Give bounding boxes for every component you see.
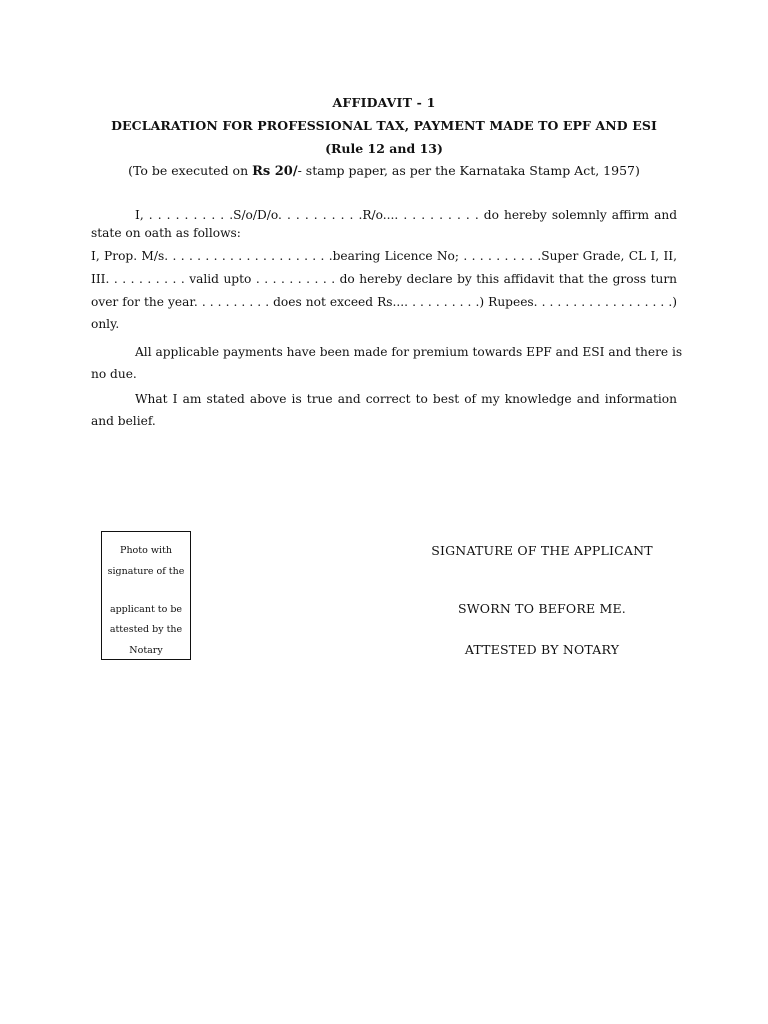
photo-box-line-5: Notary: [129, 645, 163, 656]
declaration-line-2: state on oath as follows:: [91, 226, 241, 240]
declaration-line-6: only.: [91, 317, 120, 331]
photo-box-line-3: applicant to be: [109, 604, 183, 615]
execution-note-suffix: - stamp paper, as per the Karnataka Stamp Act, 1957): [297, 163, 640, 178]
declaration-line-4: III. . . . . . . . . . valid upto . . . . . . . . . . do hereby declare by this affidavit that the gross turn: [91, 272, 677, 286]
rule-reference: (Rule 12 and 13): [325, 141, 443, 156]
payment-line-1: All applicable payments have been made for premium towards EPF and ESI and there is: [135, 345, 683, 359]
document-title: AFFIDAVIT - 1: [332, 95, 436, 110]
payment-line-2: no due.: [91, 367, 137, 381]
photo-box-line-1: Photo with: [120, 545, 172, 556]
execution-note-prefix: (To be executed on: [128, 163, 253, 178]
stamp-amount: Rs 20/: [252, 164, 298, 179]
truth-line-1: What I am stated above is true and correct to best of my knowledge and information: [135, 392, 677, 406]
signature-applicant: SIGNATURE OF THE APPLICANT: [431, 543, 653, 558]
declaration-line-5: over for the year. . . . . . . . . . does not exceed Rs.... . . . . . . . . .) Rupees. . . . . . . . . . . . . . . . . .): [91, 295, 677, 309]
sworn-before-me: SWORN TO BEFORE ME.: [458, 601, 626, 616]
document-subtitle: DECLARATION FOR PROFESSIONAL TAX, PAYMENT MADE TO EPF AND ESI: [111, 118, 657, 133]
declaration-line-1: I, . . . . . . . . . .S/o/D/o. . . . . . . . . .R/o.... . . . . . . . . . do hereby solemnly affirm and: [135, 208, 677, 222]
declaration-line-3: I, Prop. M/s. . . . . . . . . . . . . . . . . . . . .bearing Licence No; . . . . . . . . . .Super Grade, CL I, II,: [91, 249, 677, 263]
photo-box-line-2: signature of the: [107, 566, 185, 577]
attested-by-notary: ATTESTED BY NOTARY: [464, 642, 620, 657]
execution-note: [0, 163, 768, 179]
photo-box-line-4: attested by the: [109, 624, 183, 635]
photo-box: [101, 531, 191, 660]
truth-line-2: and belief.: [91, 414, 156, 428]
